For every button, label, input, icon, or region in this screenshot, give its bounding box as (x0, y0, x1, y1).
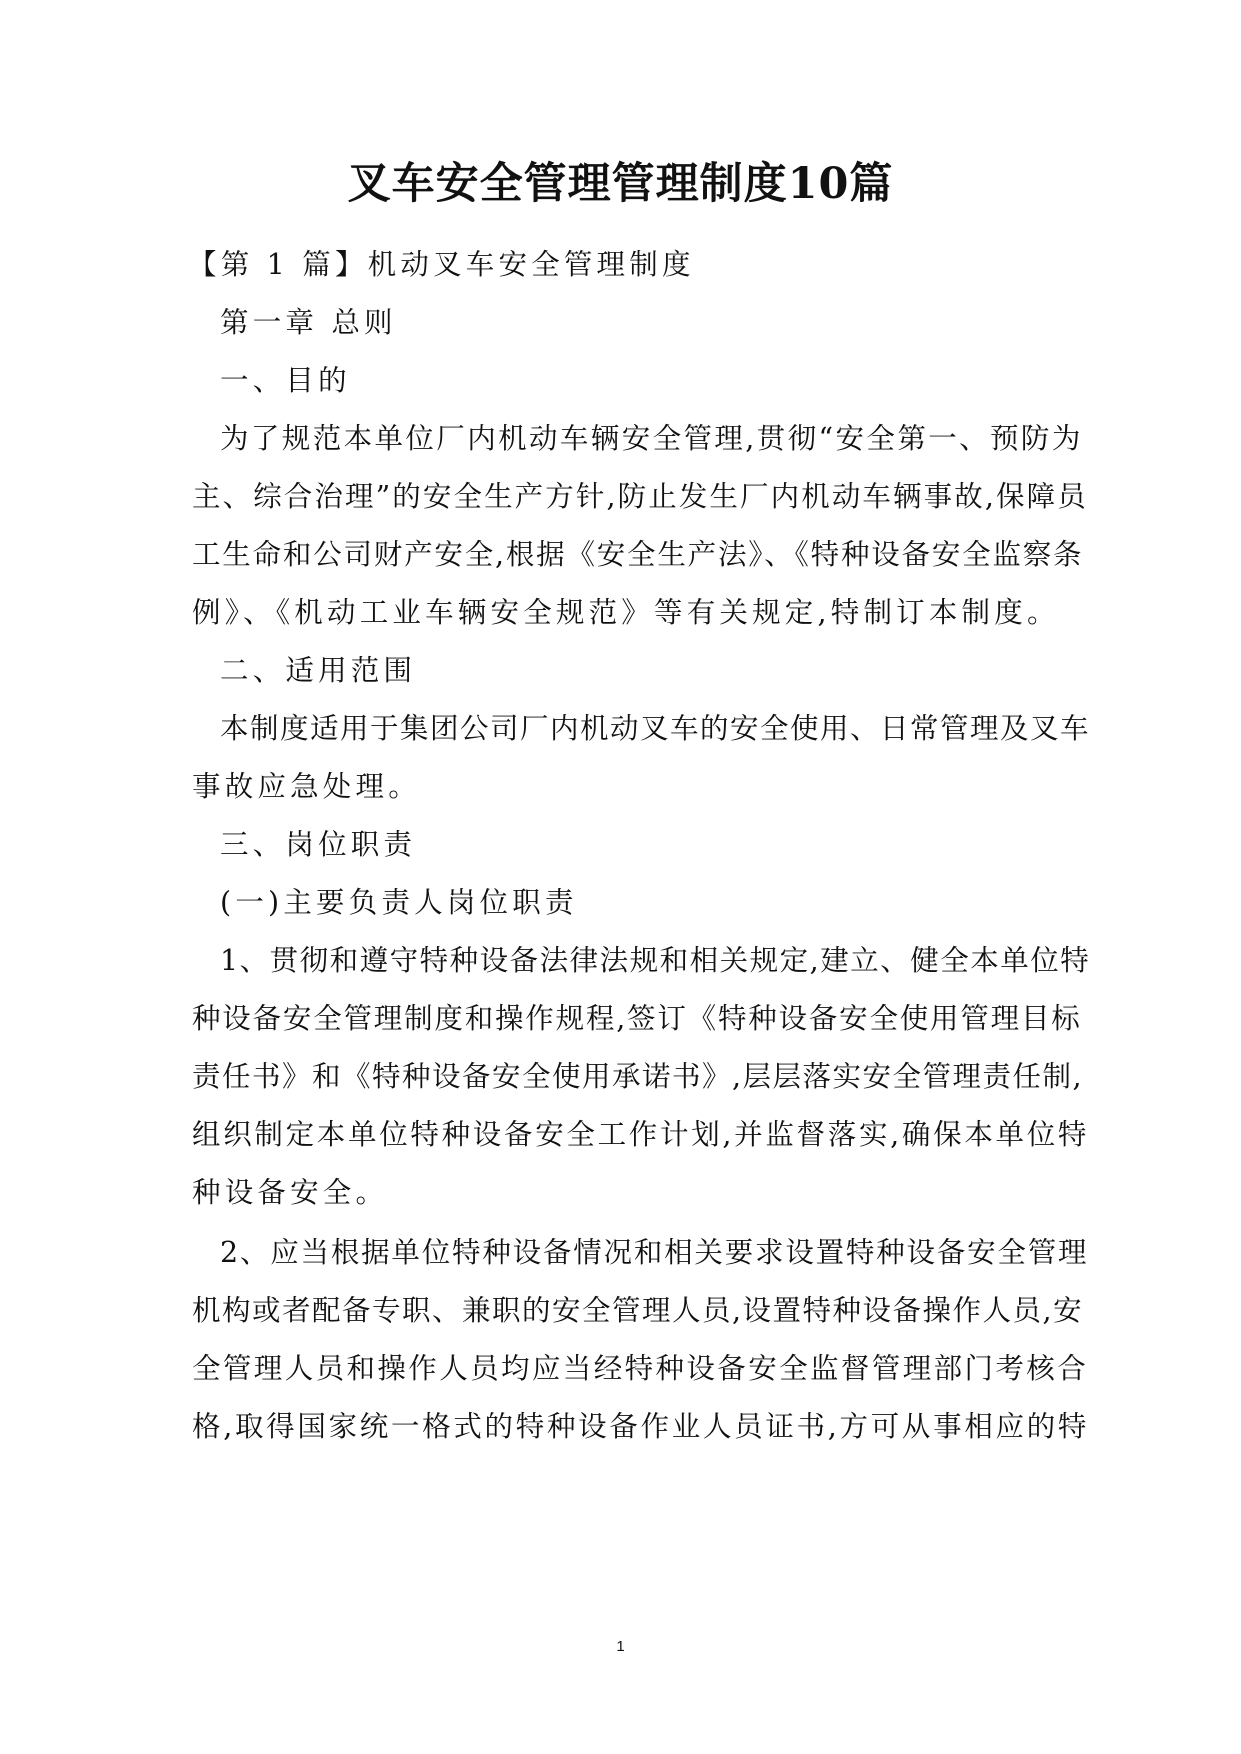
paragraph-line: 1、贯彻和遵守特种设备法律法规和相关规定,建立、健全本单位特 (220, 944, 1091, 977)
paragraph-line: 种设备安全管理制度和操作规程,签订《特种设备安全使用管理目标 (192, 1002, 1082, 1035)
paragraph-line: 主、综合治理”的安全生产方针,防止发生厂内机动车辆事故,保障员 (192, 480, 1088, 513)
paragraph-line: 例》、《机动工业车辆安全规范》等有关规定,特制订本制度。 (192, 596, 1060, 629)
subsection-heading: 一、目的 (220, 364, 351, 397)
paragraph-line: 格,取得国家统一格式的特种设备作业人员证书,方可从事相应的特 (192, 1410, 1090, 1443)
paragraph-line: 组织制定本单位特种设备安全工作计划,并监督落实,确保本单位特 (192, 1118, 1090, 1151)
subsection-heading: 三、岗位职责 (220, 828, 417, 861)
page-number: 1 (616, 1638, 625, 1655)
paragraph-line: 责任书》和《特种设备安全使用承诺书》,层层落实安全管理责任制, (192, 1060, 1084, 1093)
paragraph-line: 机构或者配备专职、兼职的安全管理人员,设置特种设备操作人员,安 (192, 1294, 1084, 1327)
document-title: 叉车安全管理管理制度10篇 (347, 159, 894, 209)
paragraph-line: 工生命和公司财产安全,根据《安全生产法》、《特种设备安全监察条 (192, 538, 1084, 571)
paragraph-line: 本制度适用于集团公司厂内机动叉车的安全使用、日常管理及叉车 (220, 712, 1091, 745)
paragraph-line: 2、应当根据单位特种设备情况和相关要求设置特种设备安全管理 (220, 1236, 1089, 1269)
subsection-heading: (一)主要负责人岗位职责 (220, 886, 578, 919)
chapter-heading: 第一章 总则 (220, 306, 397, 339)
paragraph-line: 为了规范本单位厂内机动车辆安全管理,贯彻“安全第一、预防为 (220, 422, 1083, 455)
paragraph-line: 种设备安全。 (192, 1176, 389, 1209)
section-heading: 【第 1 篇】机动叉车安全管理制度 (188, 248, 695, 281)
subsection-heading: 二、适用范围 (220, 654, 417, 687)
paragraph-line: 全管理人员和操作人员均应当经特种设备安全监督管理部门考核合 (192, 1352, 1089, 1385)
paragraph-line: 事故应急处理。 (192, 770, 421, 803)
